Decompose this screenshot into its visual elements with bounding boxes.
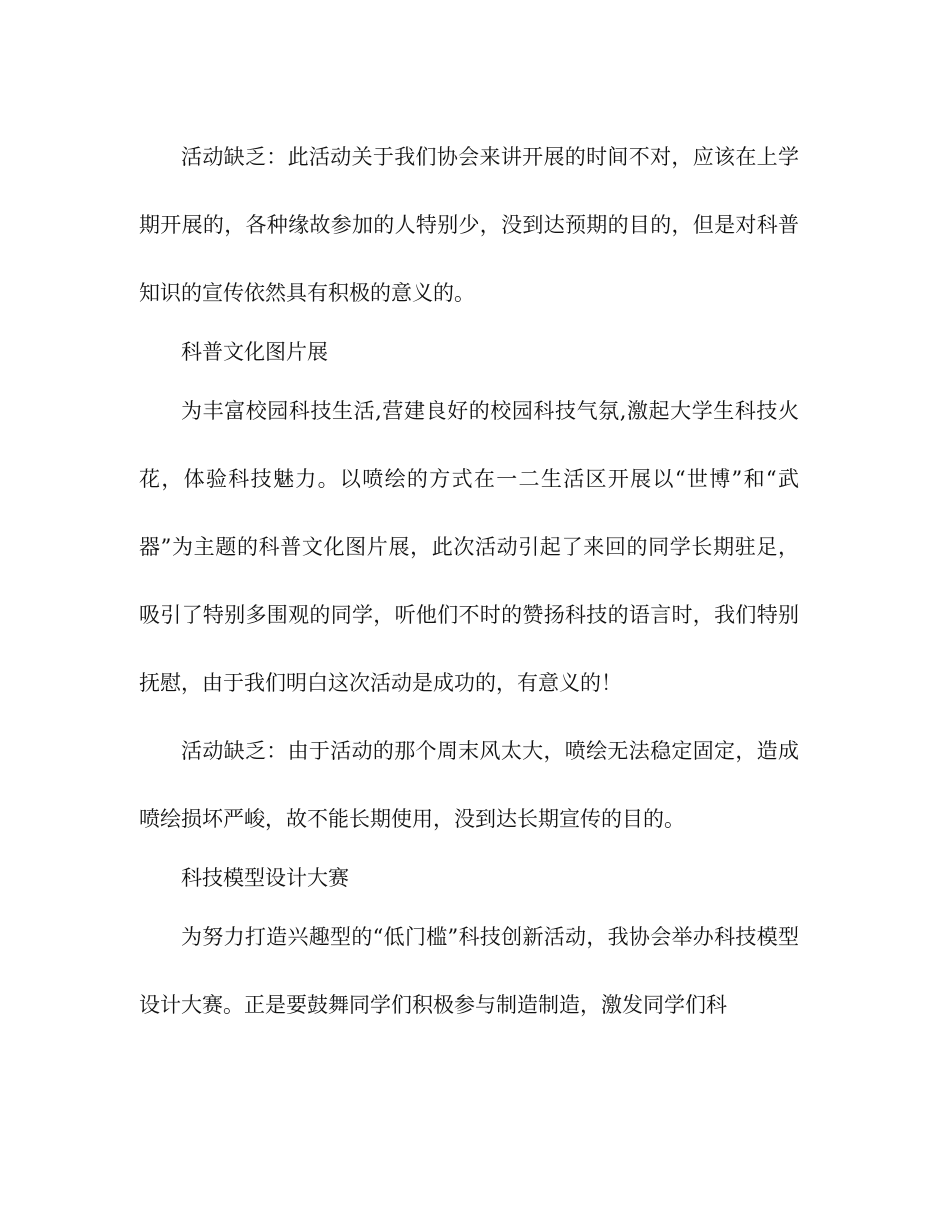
paragraph-activity-shortcoming-1: 活动缺乏：此活动关于我们协会来讲开展的时间不对，应该在上学期开展的，各种缘故参加的人特别少，没到达预期的目的，但是对科普知识的宣传依然具有积极的意义的。 [139, 145, 799, 305]
section-heading-model-design-contest: 科技模型设计大赛 [181, 866, 349, 890]
paragraph-picture-exhibition: 为丰富校园科技生活,营建良好的校园科技气氛,激起大学生科技火花，体验科技魅力。以喷绘的方式在一二生活区开展以“世博”和“武器”为主题的科普文化图片展，此次活动引起了来回的同学长期驻足，吸引了特别多围观的同学，听他们不时的赞扬科技的语言时，我们特别抚慰，由于我们明白这次活动是成功的，有意义的！ [139, 399, 799, 695]
document-body [139, 123, 799, 1039]
section-heading-science-picture-exhibition: 科普文化图片展 [181, 340, 328, 364]
paragraph-activity-shortcoming-2: 活动缺乏：由于活动的那个周末风太大，喷绘无法稳定固定，造成喷绘损坏严峻，故不能长期使用，没到达长期宣传的目的。 [139, 739, 799, 831]
paragraph-model-design-contest: 为努力打造兴趣型的“低门槛”科技创新活动，我协会举办科技模型设计大赛。正是要鼓舞同学们积极参与制造制造，激发同学们科 [139, 925, 799, 1017]
